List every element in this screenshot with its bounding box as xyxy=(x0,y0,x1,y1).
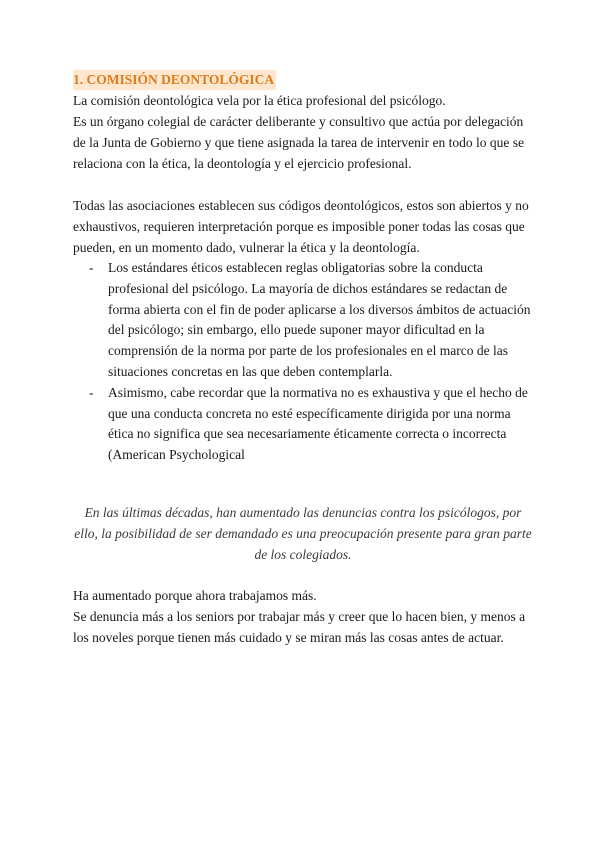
bullet-text: Asimismo, cabe recordar que la normativa no es exhaustiva y que el hecho de que una conducta concreta no esté específicamente dirigida por una norma ética no significa que sea necesariamente éticamente correcta o incorrecta (American Psychological xyxy=(108,384,528,463)
highlighted-quote: En las últimas décadas, han aumentado las denuncias contra los psicólogos, por ello, la posibilidad de ser demandado es una preocupación presente para gran parte de los colegiados. xyxy=(74,505,532,562)
bullet-text: Los estándares éticos establecen reglas obligatorias sobre la conducta profesional del psicólogo. La mayoría de dichos estándares se redactan de forma abierta con el fin de poder aplicarse a los diversos ámbitos de actuación del psicólogo; sin embargo, ello puede suponer mayor dificultad en la comprensión de la norma por parte de los profesionales en el marco de las situaciones concretas en las que deben contemplarla. xyxy=(108,260,531,379)
closing-line-1: Ha aumentado porque ahora trabajamos más. xyxy=(73,588,317,603)
list-item xyxy=(73,383,533,466)
list-item xyxy=(73,258,533,383)
heading-text: 1. COMISIÓN DEONTOLÓGICA xyxy=(73,70,276,90)
section-heading xyxy=(73,70,533,90)
intro-paragraph-1: La comisión deontológica vela por la ética profesional del psicólogo. xyxy=(73,93,446,108)
bullet-marker: - xyxy=(89,384,94,400)
intro-paragraph-2: Es un órgano colegial de carácter deliberante y consultivo que actúa por delegación de la Junta de Gobierno y que tiene asignada la tarea de intervenir en todo lo que se relaciona con la ética, la deontología y el ejercicio profesional. xyxy=(73,114,524,171)
closing-section xyxy=(73,585,533,648)
bullet-marker: - xyxy=(89,260,94,275)
closing-line-2: Se denuncia más a los seniors por trabajar más y creer que lo hacen bien, y menos a los noveles porque tienen más cuidado y se miran más las cosas antes de actuar. xyxy=(73,609,526,645)
document-body xyxy=(73,70,533,466)
spacer xyxy=(73,174,533,195)
bullet-list xyxy=(73,258,533,466)
codes-paragraph: Todas las asociaciones establecen sus códigos deontológicos, estos son abiertos y no exhaustivos, requieren interpretación porque es imposible poner todas las cosas que pueden, en un momento dado, vulnerar la ética y la deontología. xyxy=(73,198,529,255)
